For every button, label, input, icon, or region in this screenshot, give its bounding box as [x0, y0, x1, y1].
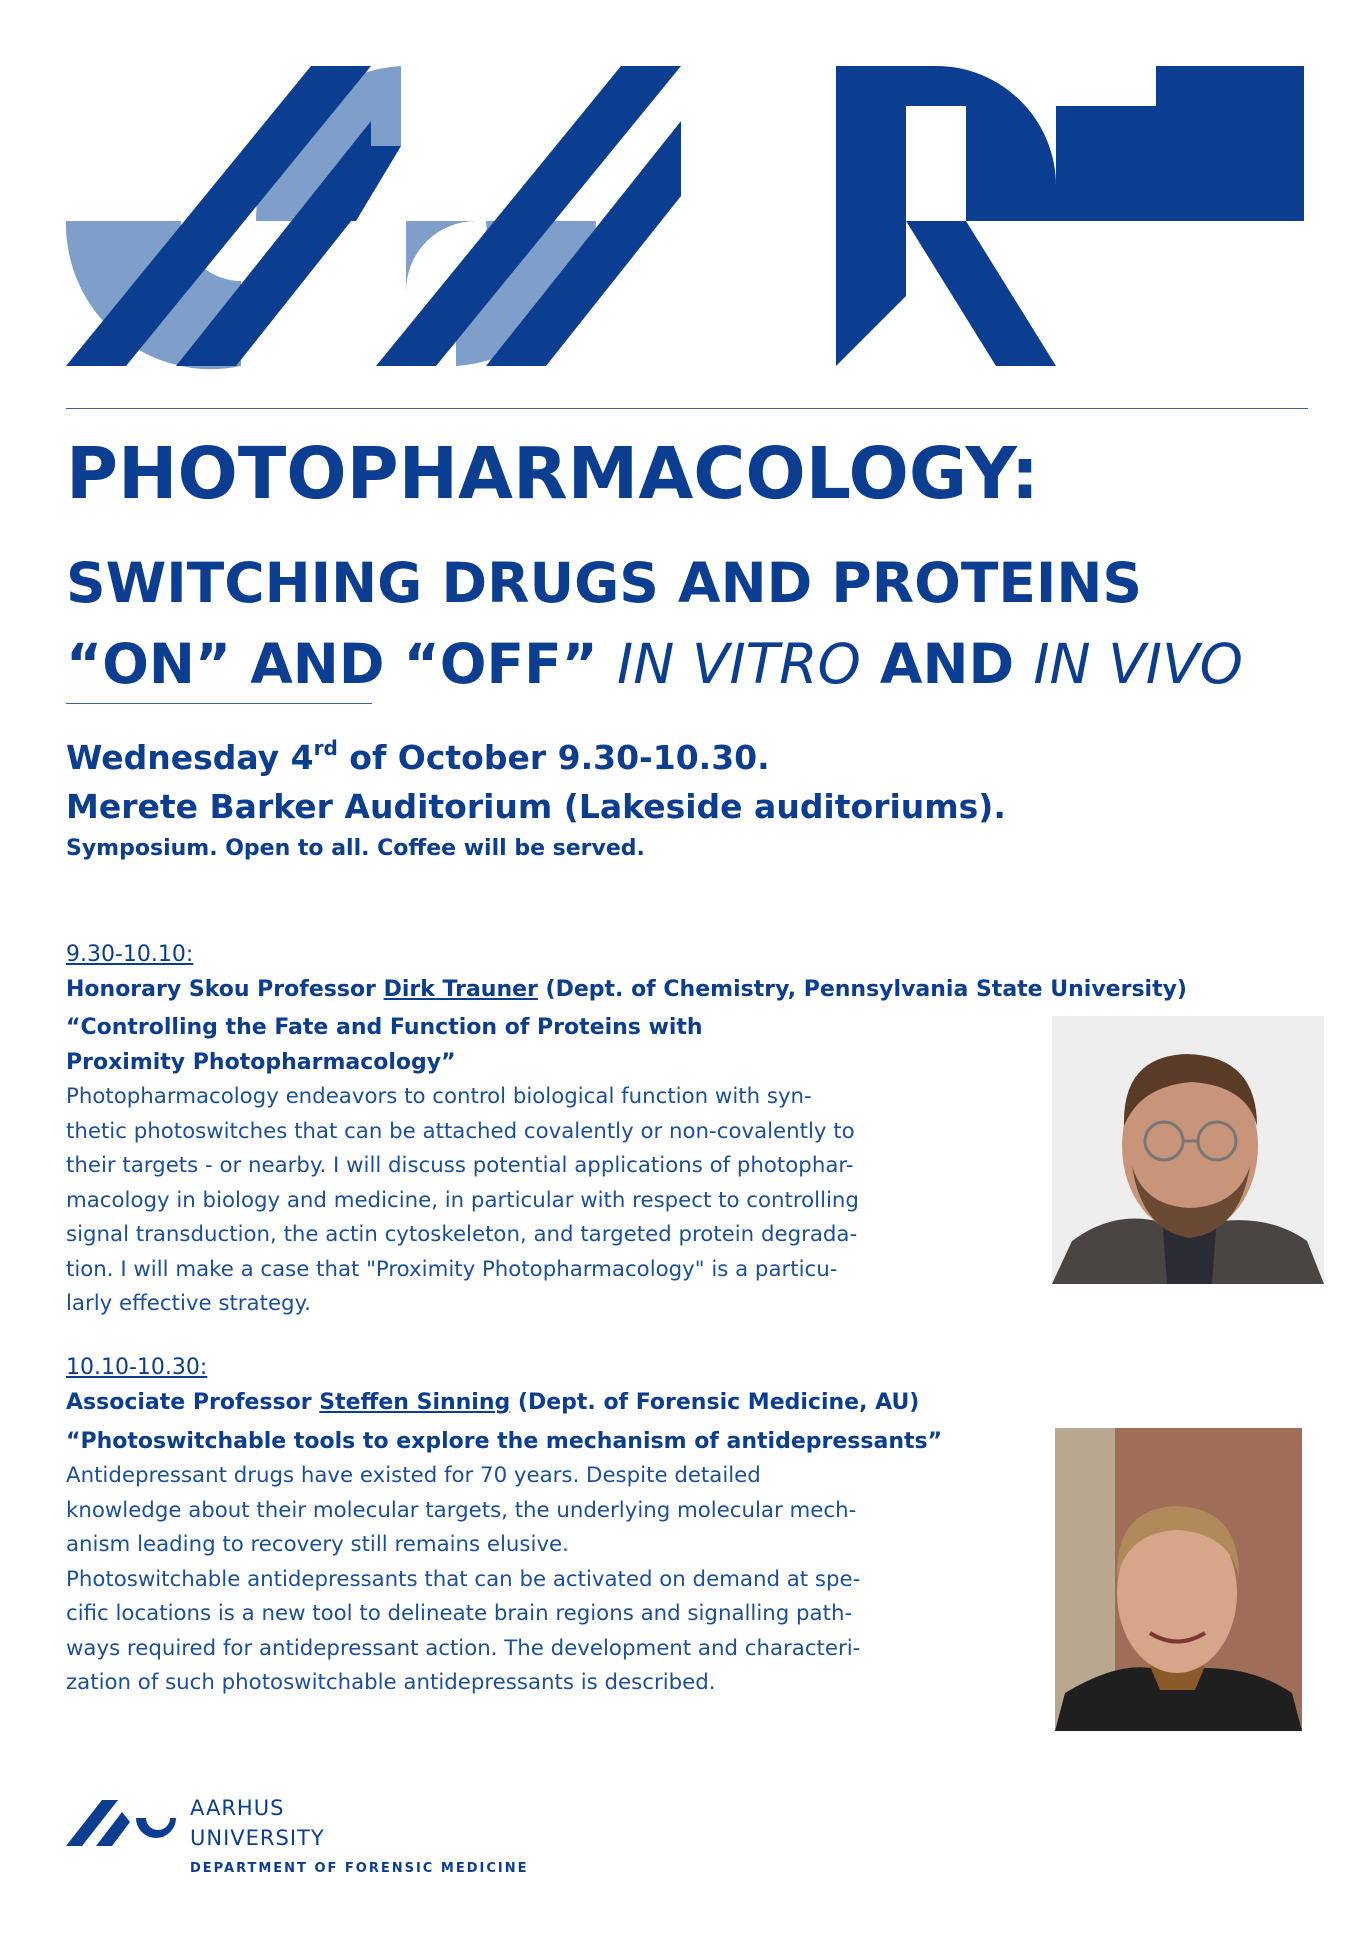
talk-2-title: “Photoswitchable tools to explore the mechanism of antidepressants”: [66, 1429, 943, 1454]
abstract-line: signal transduction, the actin cytoskeleton, and targeted protein degrada-: [66, 1222, 858, 1247]
abstract-line: knowledge about their molecular targets, the underlying molecular mech-: [66, 1497, 857, 1523]
subtitle-in-vivo: IN VIVO: [1033, 632, 1243, 696]
talk-2-abstract: [66, 1459, 1041, 1701]
abstract-line: Photopharmacology endeavors to control biological function with syn-: [66, 1084, 812, 1109]
talk-1-time: 9.30-10.10:: [66, 942, 194, 967]
abstract-line: cific locations is a new tool to delineate brain regions and signalling path-: [66, 1601, 853, 1626]
event-venue: Merete Barker Auditorium (Lakeside auditoriums).: [66, 787, 1006, 826]
date-prefix: Wednesday 4: [66, 738, 314, 777]
abstract-line: Photoswitchable antidepressants that can be activated on demand at spe-: [66, 1566, 861, 1592]
logo-text-line-1: AARHUS: [190, 1796, 285, 1820]
subtitle-on-off: “ON” AND “OFF”: [66, 632, 617, 696]
event-date: [66, 736, 770, 777]
abstract-line: anism leading to recovery still remains elusive.: [66, 1532, 569, 1557]
abstract-line: ways required for antidepressant action. The development and characteri-: [66, 1635, 861, 1661]
abstract-line: their targets - or nearby. I will discuss potential applications of photophar-: [66, 1153, 854, 1178]
subtitle-line-2: [66, 632, 1243, 696]
hero-graphic: [66, 66, 1304, 376]
talk-2-speaker: [66, 1390, 919, 1415]
abstract-line: larly effective strategy.: [66, 1291, 311, 1316]
abstract-line: tion. I will make a case that "Proximity Photopharmacology" is a particu-: [66, 1256, 838, 1282]
speaker-1-name: Dirk Trauner: [383, 977, 538, 1002]
talk-1-abstract: [66, 1080, 1041, 1322]
speaker-1-photo: [1052, 1016, 1324, 1284]
event-info: Symposium. Open to all. Coffee will be served.: [66, 836, 645, 861]
abstract-line: thetic photoswitches that can be attached covalently or non-covalently to: [66, 1118, 855, 1144]
page-title: PHOTOPHARMACOLOGY:: [66, 432, 1040, 515]
logo-text-line-2: UNIVERSITY: [190, 1826, 325, 1850]
date-ordinal: rd: [313, 736, 338, 760]
abstract-line: macology in biology and medicine, in particular with respect to controlling: [66, 1187, 859, 1213]
subtitle-line-1: SWITCHING DRUGS AND PROTEINS: [66, 551, 1143, 615]
logo-department: DEPARTMENT OF FORENSIC MEDICINE: [190, 1861, 529, 1876]
subtitle-in-vitro: IN VITRO: [616, 632, 861, 696]
talk-1-title: “Controlling the Fate and Function of Proteins with Proximity Photopharmacology”: [66, 1015, 703, 1075]
short-divider: [66, 703, 372, 704]
speaker-1-role: Honorary Skou Professor: [66, 977, 384, 1002]
speaker-2-role: Associate Professor: [66, 1390, 320, 1415]
aarhus-university-logo: [66, 1798, 176, 1846]
abstract-line: zation of such photoswitchable antidepressants is described.: [66, 1670, 716, 1695]
talk-2-time: 10.10-10.30:: [66, 1355, 208, 1380]
speaker-2-name: Steffen Sinning: [319, 1390, 511, 1415]
speaker-1-affiliation: (Dept. of Chemistry, Pennsylvania State University): [537, 977, 1187, 1002]
subtitle-and: AND: [879, 632, 1034, 696]
talk-1-speaker: [66, 977, 1187, 1002]
top-divider: [66, 408, 1308, 409]
date-suffix: of October 9.30-10.30.: [337, 738, 770, 777]
speaker-2-photo: [1055, 1428, 1302, 1731]
speaker-2-affiliation: (Dept. of Forensic Medicine, AU): [510, 1390, 920, 1415]
abstract-line: Antidepressant drugs have existed for 70 years. Despite detailed: [66, 1463, 761, 1488]
